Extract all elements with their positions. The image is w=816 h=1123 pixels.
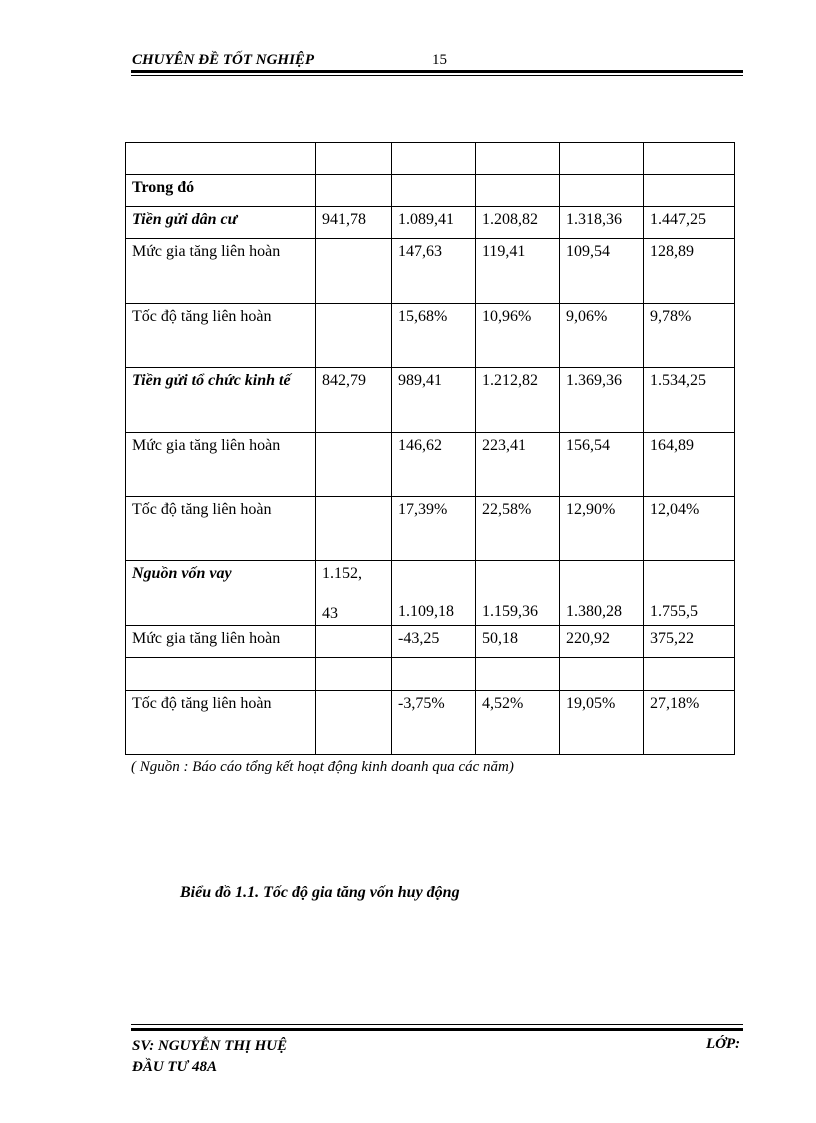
table-cell: 1.318,36 <box>560 207 644 239</box>
table-cell: 375,22 <box>644 626 735 658</box>
table-row <box>126 143 735 175</box>
table-cell: 1.755,5 <box>644 561 735 626</box>
table-cell: 10,96% <box>476 304 560 368</box>
page-number: 15 <box>432 52 447 68</box>
table-row <box>126 561 735 626</box>
table-cell: 1.159,36 <box>476 561 560 626</box>
table-cell: 223,41 <box>476 433 560 497</box>
table-row <box>126 207 735 239</box>
table-cell: 9,78% <box>644 304 735 368</box>
table-row <box>126 239 735 304</box>
row-label: Mức gia tăng liên hoàn <box>126 433 316 497</box>
table-cell: 9,06% <box>560 304 644 368</box>
capital-mobilization-table <box>125 142 735 755</box>
table-cell: 19,05% <box>560 691 644 755</box>
table-cell <box>316 626 392 658</box>
student-info <box>132 1036 287 1078</box>
class-label: LỚP: <box>706 1036 741 1052</box>
table-cell <box>316 658 392 691</box>
header-rule-thick <box>131 70 743 73</box>
table-cell <box>644 143 735 175</box>
table-row <box>126 658 735 691</box>
row-label: Mức gia tăng liên hoàn <box>126 626 316 658</box>
table-cell: 1.109,18 <box>392 561 476 626</box>
row-label: Tốc độ tăng liên hoàn <box>126 304 316 368</box>
table-cell: 119,41 <box>476 239 560 304</box>
row-label <box>126 658 316 691</box>
row-label: Trong đó <box>126 175 316 207</box>
table-cell <box>644 658 735 691</box>
table-cell <box>560 143 644 175</box>
table-cell: 1.089,41 <box>392 207 476 239</box>
table-cell: 1.447,25 <box>644 207 735 239</box>
table-row <box>126 175 735 207</box>
table-row <box>126 433 735 497</box>
footer-rule-thin <box>131 1024 743 1025</box>
table-cell <box>392 658 476 691</box>
student-name: SV: NGUYỄN THỊ HUỆ <box>132 1038 288 1054</box>
table-cell: 22,58% <box>476 497 560 561</box>
table-cell: 17,39% <box>392 497 476 561</box>
table-cell: 146,62 <box>392 433 476 497</box>
row-label <box>126 143 316 175</box>
table-cell: 12,90% <box>560 497 644 561</box>
table-cell <box>316 143 392 175</box>
chart-caption: Biểu đồ 1.1. Tốc độ gia tăng vốn huy động <box>180 884 460 901</box>
row-label: Tốc độ tăng liên hoàn <box>126 691 316 755</box>
header-rule-thin <box>131 75 743 76</box>
table-row <box>126 304 735 368</box>
table-cell: -43,25 <box>392 626 476 658</box>
table-cell <box>316 433 392 497</box>
table-cell: 1.212,82 <box>476 368 560 433</box>
source-note: ( Nguồn : Báo cáo tổng kết hoạt động kinh doanh qua các năm) <box>131 759 514 775</box>
table-cell: 220,92 <box>560 626 644 658</box>
footer-rule-thick <box>131 1028 743 1031</box>
row-label: Tiền gửi tổ chức kinh tế <box>126 368 316 433</box>
table-cell: 27,18% <box>644 691 735 755</box>
table-cell: 164,89 <box>644 433 735 497</box>
table-cell <box>476 658 560 691</box>
table-cell <box>316 304 392 368</box>
value-line-2: 43 <box>322 605 338 622</box>
table-cell: 50,18 <box>476 626 560 658</box>
table-cell: 989,41 <box>392 368 476 433</box>
table-cell: 4,52% <box>476 691 560 755</box>
table-cell <box>392 143 476 175</box>
table-cell: 12,04% <box>644 497 735 561</box>
row-label: Nguồn vốn vay <box>126 561 316 626</box>
table-cell: 1.534,25 <box>644 368 735 433</box>
row-label: Mức gia tăng liên hoàn <box>126 239 316 304</box>
value-line-1: 1.152, <box>322 565 362 582</box>
table-cell <box>560 658 644 691</box>
student-class: ĐẦU TƯ 48A <box>132 1059 217 1075</box>
table-cell <box>316 175 392 207</box>
table-cell: 156,54 <box>560 433 644 497</box>
table-row <box>126 497 735 561</box>
table-cell: 842,79 <box>316 368 392 433</box>
table-cell: 128,89 <box>644 239 735 304</box>
table-cell: 109,54 <box>560 239 644 304</box>
table-cell: 1.380,28 <box>560 561 644 626</box>
table-cell <box>316 239 392 304</box>
table-cell <box>316 561 392 626</box>
table-cell <box>476 175 560 207</box>
table-cell: 1.369,36 <box>560 368 644 433</box>
table-cell: 941,78 <box>316 207 392 239</box>
table-row <box>126 368 735 433</box>
table-cell <box>316 497 392 561</box>
row-label: Tiền gửi dân cư <box>126 207 316 239</box>
table-row <box>126 691 735 755</box>
table-cell: 15,68% <box>392 304 476 368</box>
table-cell <box>316 691 392 755</box>
table-cell <box>476 143 560 175</box>
table-cell: 147,63 <box>392 239 476 304</box>
table-cell: 1.208,82 <box>476 207 560 239</box>
table-row <box>126 626 735 658</box>
split-value <box>322 565 386 623</box>
row-label: Tốc độ tăng liên hoàn <box>126 497 316 561</box>
table-cell <box>644 175 735 207</box>
document-header-title: CHUYÊN ĐỀ TỐT NGHIỆP <box>132 52 315 68</box>
table-cell <box>392 175 476 207</box>
table-cell <box>560 175 644 207</box>
table-cell: -3,75% <box>392 691 476 755</box>
